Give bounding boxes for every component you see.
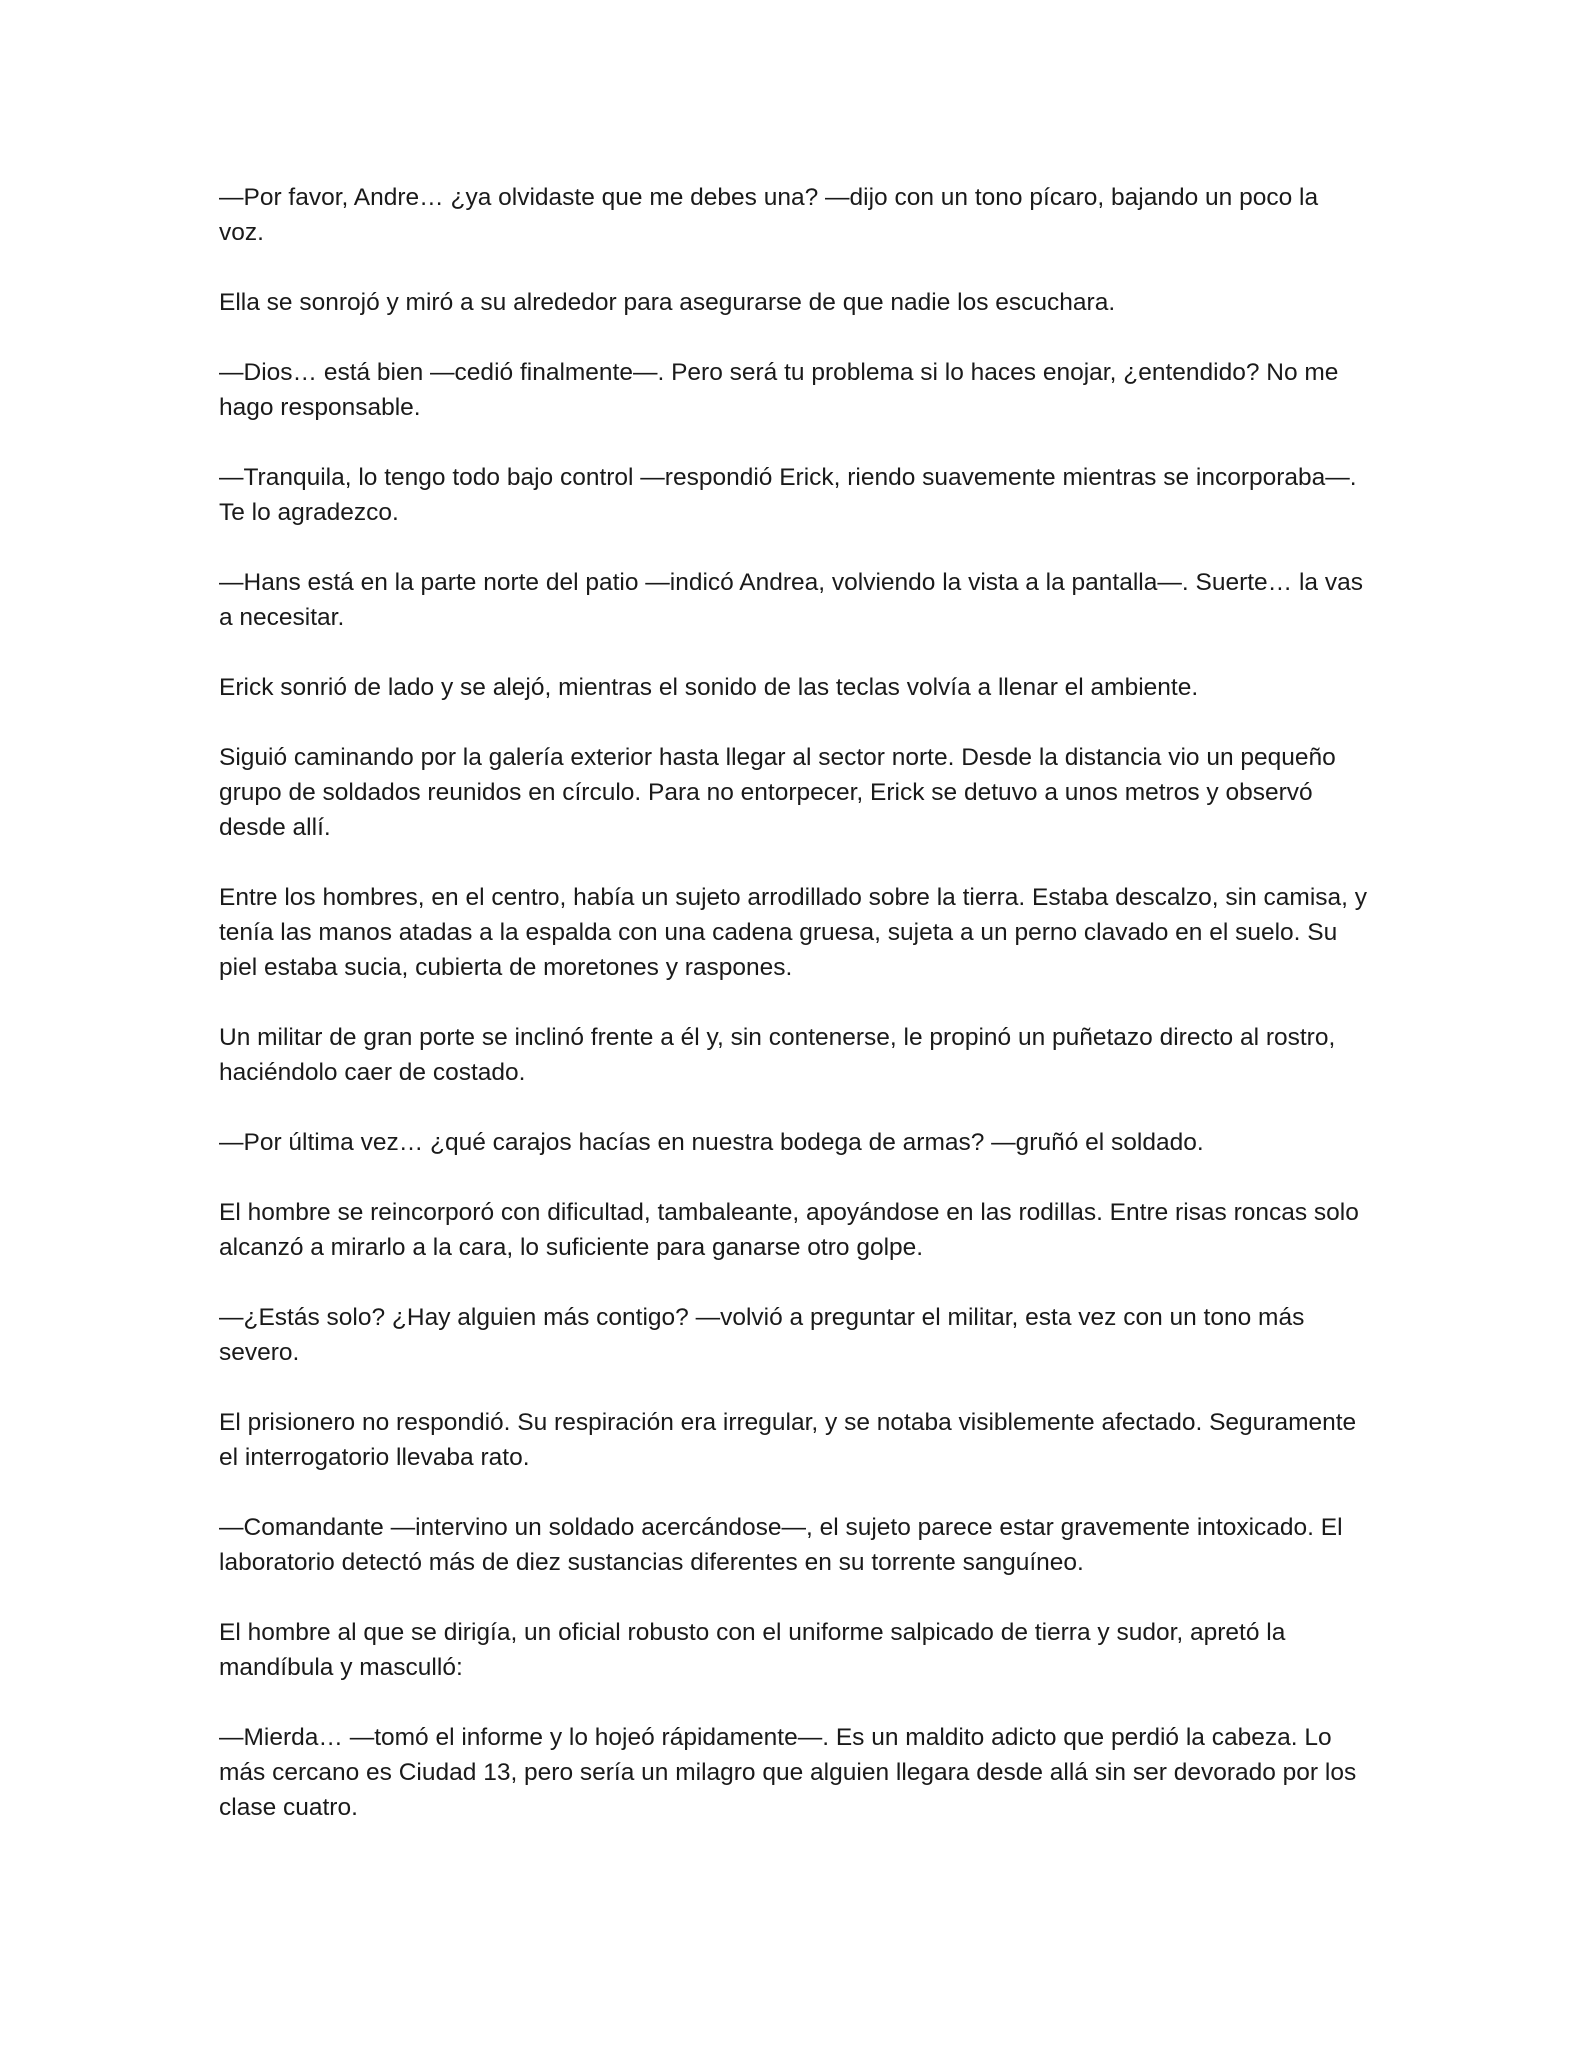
paragraph: —Hans está en la parte norte del patio —indicó Andrea, volviendo la vista a la pantalla—. Suerte… la vas a necesitar.	[219, 569, 1363, 631]
paragraph: El hombre al que se dirigía, un oficial robusto con el uniforme salpicado de tierra y sudor, apretó la mandíbula y masculló:	[219, 1619, 1286, 1681]
paragraph: —¿Estás solo? ¿Hay alguien más contigo? —volvió a preguntar el militar, esta vez con un tono más severo.	[219, 1304, 1305, 1366]
paragraph: —Tranquila, lo tengo todo bajo control —respondió Erick, riendo suavemente mientras se incorporaba—. Te lo agradezco.	[219, 464, 1357, 526]
paragraph: Entre los hombres, en el centro, había un sujeto arrodillado sobre la tierra. Estaba descalzo, sin camisa, y tenía las manos atadas a la espalda con una cadena gruesa, sujeta a un perno clavado en el suelo. Su piel estaba sucia, cubierta de moretones y raspones.	[219, 884, 1368, 981]
paragraph: Erick sonrió de lado y se alejó, mientras el sonido de las teclas volvía a llenar el ambiente.	[219, 674, 1199, 701]
paragraph: —Por última vez… ¿qué carajos hacías en nuestra bodega de armas? —gruñó el soldado.	[219, 1129, 1204, 1156]
document-body	[219, 180, 1369, 1860]
paragraph: —Por favor, Andre… ¿ya olvidaste que me debes una? —dijo con un tono pícaro, bajando un poco la voz.	[219, 184, 1319, 246]
paragraph: El prisionero no respondió. Su respiración era irregular, y se notaba visiblemente afectado. Seguramente el interrogatorio llevaba rato.	[219, 1409, 1357, 1471]
paragraph: —Comandante —intervino un soldado acercándose—, el sujeto parece estar gravemente intoxicado. El laboratorio detectó más de diez sustancias diferentes en su torrente sanguíneo.	[219, 1514, 1343, 1576]
paragraph: Un militar de gran porte se inclinó frente a él y, sin contenerse, le propinó un puñetazo directo al rostro, haciéndolo caer de costado.	[219, 1024, 1336, 1086]
paragraph: Siguió caminando por la galería exterior hasta llegar al sector norte. Desde la distancia vio un pequeño grupo de soldados reunidos en círculo. Para no entorpecer, Erick se detuvo a unos metros y observó desde allí.	[219, 744, 1336, 841]
paragraph: —Mierda… —tomó el informe y lo hojeó rápidamente—. Es un maldito adicto que perdió la cabeza. Lo más cercano es Ciudad 13, pero sería un milagro que alguien llegara desde allá sin ser devorado por los clase cuatro.	[219, 1724, 1357, 1821]
paragraph: El hombre se reincorporó con dificultad, tambaleante, apoyándose en las rodillas. Entre risas roncas solo alcanzó a mirarlo a la cara, lo suficiente para ganarse otro golpe.	[219, 1199, 1359, 1261]
paragraph: —Dios… está bien —cedió finalmente—. Pero será tu problema si lo haces enojar, ¿entendido? No me hago responsable.	[219, 359, 1339, 421]
paragraph: Ella se sonrojó y miró a su alrededor para asegurarse de que nadie los escuchara.	[219, 289, 1116, 316]
